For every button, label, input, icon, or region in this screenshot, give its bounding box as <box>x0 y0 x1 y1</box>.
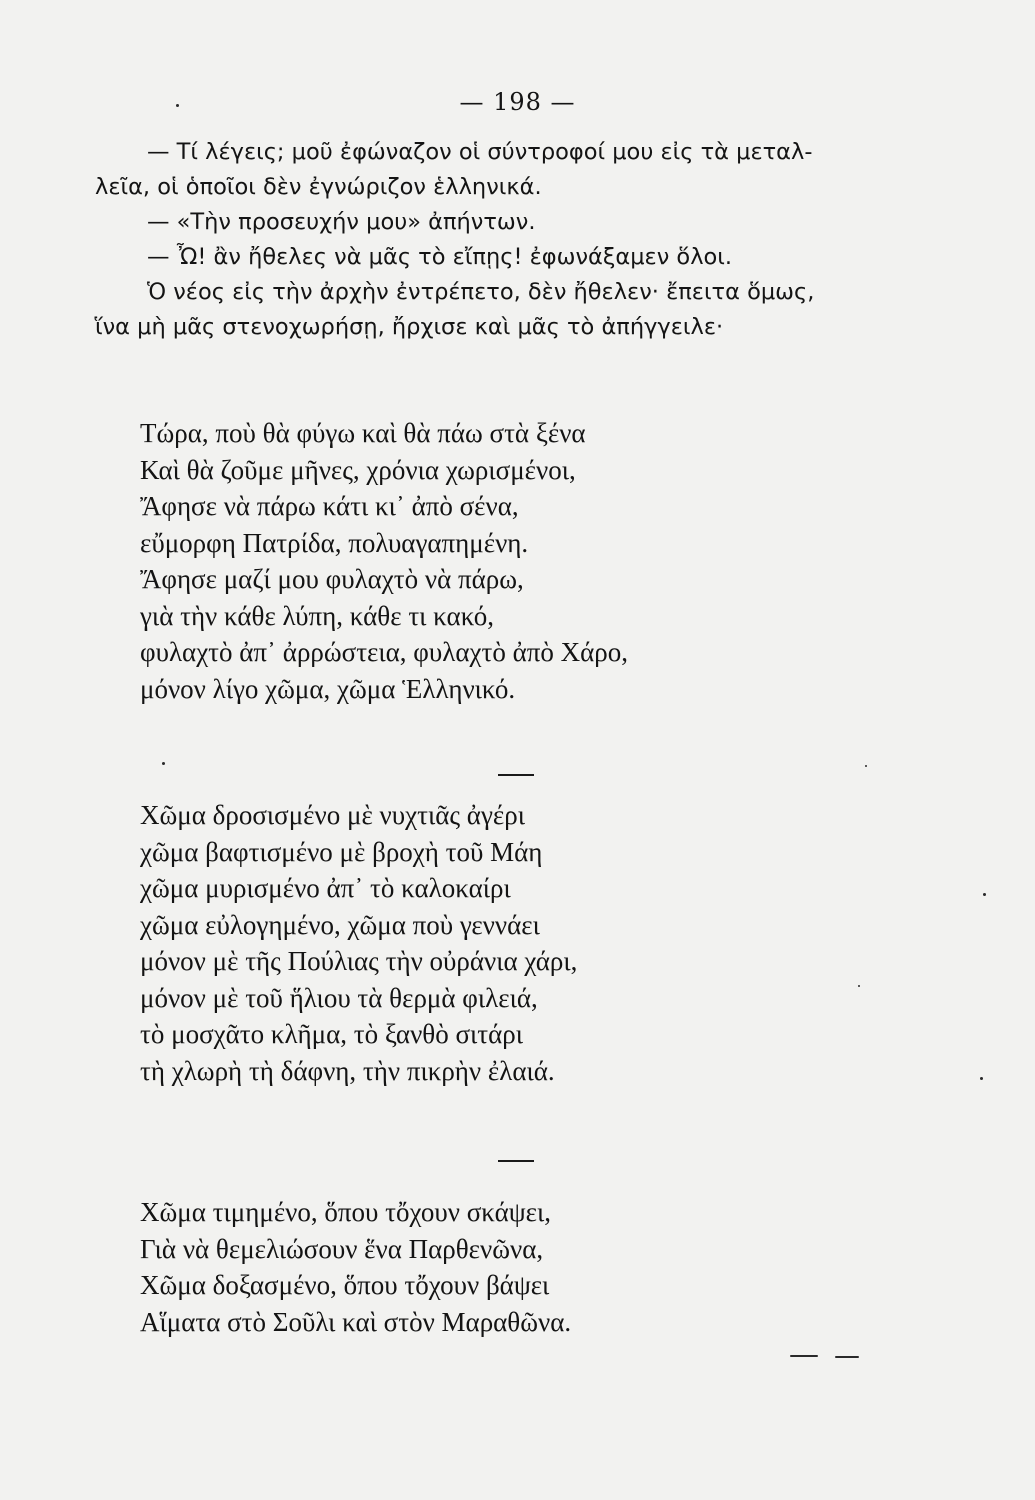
verse-line: χῶμα εὐλογημένο, χῶμα ποὺ γεννάει <box>140 909 540 940</box>
verse-line: Ἄφησε νὰ πάρω κάτι κι᾽ ἀπὸ σένα, <box>140 491 519 521</box>
verse-line: Αἵματα στὸ Σοῦλι καὶ στὸν Μαραθῶνα. <box>140 1306 572 1337</box>
print-speck <box>790 1355 818 1357</box>
stanza-divider <box>498 1160 534 1162</box>
verse-line: μόνον μὲ τῆς Πούλιας τὴν οὐράνια χάρι, <box>140 946 578 976</box>
prose-line: λεῖα, οἱ ὁποῖοι δὲν ἐγνώριζον ἑλληνικά. <box>95 174 542 200</box>
verse-line: Γιὰ νὰ θεμελιώσουν ἕνα Παρθενῶνα, <box>140 1233 544 1264</box>
poem-stanza-3 <box>140 1194 860 1340</box>
prose-line: — «Τὴν προσευχήν μου» ἀπήντων. <box>147 209 536 235</box>
prose-line: — Τί λέγεις; μοῦ ἐφώναζον οἱ σύντροφοί μου εἰς τὰ μεταλ- <box>147 139 813 165</box>
print-speck <box>858 985 860 987</box>
verse-line: χῶμα μυρισμένο ἀπ᾽ τὸ καλοκαίρι <box>140 873 511 903</box>
page-number: — 198 — <box>459 88 576 116</box>
poem-stanza-1 <box>140 415 860 707</box>
verse-line: μόνον λίγο χῶμα, χῶμα Ἑλληνικό. <box>140 673 516 704</box>
prose-line: Ὁ νέος εἰς τὴν ἀρχὴν ἐντρέπετο, δὲν ἤθελεν· ἔπειτα ὅμως, <box>147 279 815 305</box>
verse-line: Καὶ θὰ ζοῦμε μῆνες, χρόνια χωρισμένοι, <box>140 454 576 485</box>
verse-line: τὸ μοσχᾶτο κλῆμα, τὸ ξανθὸ σιτάρι <box>140 1019 524 1049</box>
verse-line: Χῶμα δροσισμένο μὲ νυχτιᾶς ἀγέρι <box>140 800 525 830</box>
print-speck <box>983 893 986 896</box>
verse-line: εὔμορφη Πατρίδα, πολυαγαπημένη. <box>140 527 529 558</box>
verse-line: Χῶμα δοξασμένο, ὅπου τὄχουν βάψει <box>140 1270 550 1300</box>
poem-stanza-2 <box>140 797 860 1089</box>
prose-line: ἵνα μὴ μᾶς στενοχωρήσῃ, ἤρχισε καὶ μᾶς τὸ ἀπήγγειλε· <box>95 314 724 340</box>
print-speck <box>835 1356 859 1358</box>
print-speck <box>865 765 867 767</box>
verse-line: χῶμα βαφτισμένο μὲ βροχὴ τοῦ Μάη <box>140 836 543 867</box>
print-speck <box>162 762 165 765</box>
verse-line: τὴ χλωρὴ τὴ δάφνη, τὴν πικρὴν ἐλαιά. <box>140 1055 555 1086</box>
verse-line: Τώρα, ποὺ θὰ φύγω καὶ θὰ πάω στὰ ξένα <box>140 418 586 448</box>
print-speck <box>176 104 179 107</box>
prose-paragraph <box>95 135 975 345</box>
prose-line: — Ὦ! ἂν ἤθελες νὰ μᾶς τὸ εἴπῃς! ἐφωνάξαμεν ὅλοι. <box>147 244 733 270</box>
verse-line: Ἄφησε μαζί μου φυλαχτὸ νὰ πάρω, <box>140 564 524 594</box>
verse-line: Χῶμα τιμημένο, ὅπου τὄχουν σκάψει, <box>140 1197 552 1227</box>
verse-line: φυλαχτὸ ἀπ᾽ ἀρρώστεια, φυλαχτὸ ἀπὸ Χάρο, <box>140 637 628 667</box>
print-speck <box>980 1077 983 1080</box>
stanza-divider <box>498 774 534 776</box>
verse-line: μόνον μὲ τοῦ ἥλιου τὰ θερμὰ φιλειά, <box>140 982 538 1013</box>
verse-line: γιὰ τὴν κάθε λύπη, κάθε τι κακό, <box>140 600 494 631</box>
